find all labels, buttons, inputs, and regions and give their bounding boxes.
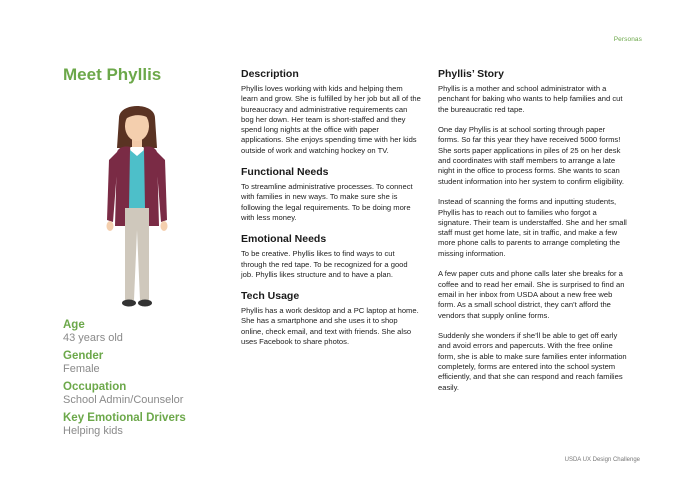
detail-emotional-drivers	[63, 411, 233, 438]
section-tag: Personas	[613, 36, 642, 43]
section-heading: Emotional Needs	[241, 233, 327, 246]
detail-label: Gender	[63, 350, 104, 362]
footer-label: USDA UX Design Challenge	[564, 457, 640, 463]
detail-value: 43 years old	[63, 332, 123, 344]
section-description	[241, 68, 421, 156]
story-paragraph: Suddenly she wonders if she’ll be able to get off early and avoid errors and papercuts. With the free online form, she is able to make sure families enter information completely, forms are entered into the school system efficiently, and that she can respond and reach families easily.	[438, 331, 627, 392]
persona-details	[63, 318, 233, 442]
story-paragraph: Phyllis is a mother and school administrator with a penchant for baking who wants to help families and cut the bureaucratic red tape.	[438, 84, 623, 114]
detail-value: School Admin/Counselor	[63, 394, 184, 406]
section-body: Phyllis has a work desktop and a PC laptop at home. She has a smartphone and she uses it to shop online, check email, and text with friends. She also uses Facebook to share photos.	[241, 306, 419, 347]
section-body: To streamline administrative processes. To connect with families in new ways. To make sure she is following the legal requirements. To be doing more with less money.	[241, 182, 413, 222]
detail-label: Age	[63, 319, 85, 331]
section-heading: Tech Usage	[241, 290, 300, 303]
story-paragraph: One day Phyllis is at school sorting through paper forms. So far this year they have received 5000 forms! She sorts paper applications in piles of 25 on her desk and coordinates with staff members to arrange a late night in the office to process forms. She wants to scan student information into her system to confirm eligibility.	[438, 125, 624, 186]
section-body: Phyllis loves working with kids and helping them learn and grow. She is fulfilled by her job but all of the bureaucracy and administrative requirements can bog her down. Her team is short-staffed and they spend long nights at the office with paper applications. She enjoys spending time with her kids outside of work and watching hockey on TV.	[241, 84, 421, 155]
section-heading: Description	[241, 68, 299, 80]
detail-label: Key Emotional Drivers	[63, 412, 186, 424]
needs-column	[241, 68, 421, 357]
detail-label: Occupation	[63, 381, 127, 393]
story-paragraph: Instead of scanning the forms and inputting students, Phyllis has to reach out to families who forgot a signature. Their team is understaffed. She and her small staff must get home late, sit in traffic, and make a few more phone calls to parents to arrange completing the missing information.	[438, 197, 627, 258]
section-tech-usage	[241, 290, 421, 347]
detail-value: Female	[63, 363, 100, 375]
detail-value: Helping kids	[63, 425, 123, 437]
story-heading: Phyllis’ Story	[438, 68, 504, 80]
section-body: To be creative. Phyllis likes to find ways to cut through the red tape. To be recognized for a good job. Phyllis likes structure and to have a plan.	[241, 249, 408, 279]
detail-occupation	[63, 380, 233, 407]
section-emotional-needs	[241, 233, 421, 280]
story-column	[438, 68, 628, 403]
persona-header	[63, 64, 223, 86]
detail-age	[63, 318, 233, 345]
detail-gender	[63, 349, 233, 376]
persona-illustration	[97, 100, 177, 312]
section-heading: Functional Needs	[241, 166, 329, 179]
persona-title: Meet Phyllis	[63, 65, 162, 84]
section-functional-needs	[241, 166, 421, 223]
story-paragraph: A few paper cuts and phone calls later she breaks for a coffee and to read her email. She is surprised to find an email in her inbox from USDA about a new free web form. As a small school district, they can’t afford the vendors that supply online forms.	[438, 269, 625, 320]
